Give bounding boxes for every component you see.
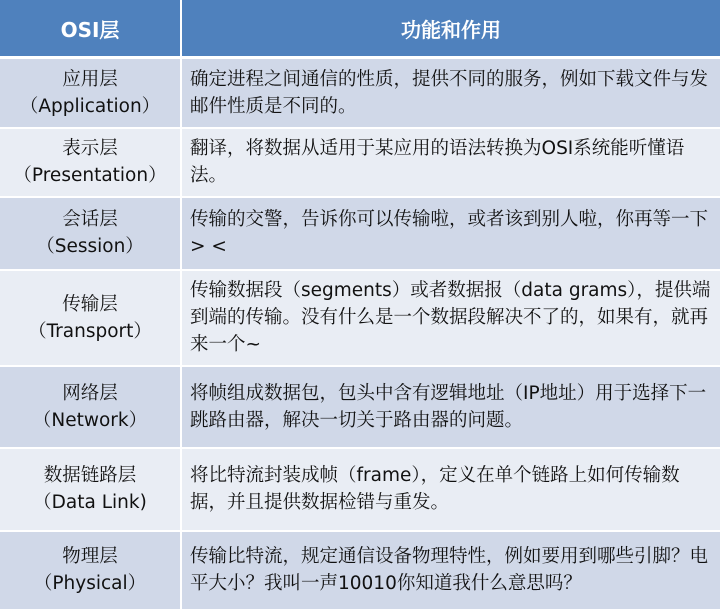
layer-function: 传输比特流，规定通信设备物理特性，例如要用到哪些引脚？电平大小？我叫一声10010你知道我什么意思吗？ bbox=[181, 531, 720, 610]
layer-function: 确定进程之间通信的性质，提供不同的服务，例如下载文件与发邮件性质是不同的。 bbox=[181, 58, 720, 128]
layer-name-en: （Application） bbox=[19, 95, 161, 117]
table-row-session bbox=[0, 197, 720, 270]
layer-function: 翻译，将数据从适用于某应用的语法转换为OSI系统能听懂语法。 bbox=[181, 128, 720, 197]
table-row-data-link bbox=[0, 448, 720, 531]
layer-name-cn: 网络层 bbox=[62, 382, 118, 404]
layer-name-cn: 物理层 bbox=[62, 546, 118, 568]
layer-name-cn: 传输层 bbox=[62, 293, 118, 315]
layer-name-cell bbox=[0, 270, 181, 366]
layer-function: 传输的交警，告诉你可以传输啦，或者该到别人啦，你再等一下> < bbox=[181, 197, 720, 270]
layer-name-en: （Network） bbox=[32, 409, 148, 431]
layer-name-cell bbox=[0, 366, 181, 448]
layer-name-cell bbox=[0, 448, 181, 531]
layer-name-en: （Transport） bbox=[28, 320, 152, 342]
layer-name-cell bbox=[0, 197, 181, 270]
layer-name-cell bbox=[0, 58, 181, 128]
layer-name-en: （Data Link) bbox=[33, 492, 147, 514]
layer-function: 将比特流封装成帧（frame），定义在单个链路上如何传输数据，并且提供数据检错与重发。 bbox=[181, 448, 720, 531]
layer-name-cn: 会话层 bbox=[62, 209, 118, 231]
layer-name-en: （Session） bbox=[36, 236, 144, 258]
layer-name-cn: 应用层 bbox=[62, 68, 118, 90]
table-row-transport bbox=[0, 270, 720, 366]
layer-name-cn: 数据链路层 bbox=[43, 465, 137, 487]
header-osi-layer: OSI层 bbox=[0, 0, 181, 58]
layer-name-en: （Physical） bbox=[33, 573, 147, 595]
header-function: 功能和作用 bbox=[181, 0, 720, 58]
layer-name-en: （Presentation） bbox=[13, 165, 167, 187]
layer-function: 将帧组成数据包，包头中含有逻辑地址（IP地址）用于选择下一跳路由器，解决一切关于路由器的问题。 bbox=[181, 366, 720, 448]
layer-function: 传输数据段（segments）或者数据报（data grams），提供端到端的传输。没有什么是一个数据段解决不了的，如果有，就再来一个~ bbox=[181, 270, 720, 366]
table-header-row bbox=[0, 0, 720, 58]
table-row-network bbox=[0, 366, 720, 448]
table-row-presentation bbox=[0, 128, 720, 197]
layer-name-cell bbox=[0, 531, 181, 610]
layer-name-cell bbox=[0, 128, 181, 197]
layer-name-cn: 表示层 bbox=[62, 138, 118, 160]
table-row-application bbox=[0, 58, 720, 128]
table-row-physical bbox=[0, 531, 720, 610]
